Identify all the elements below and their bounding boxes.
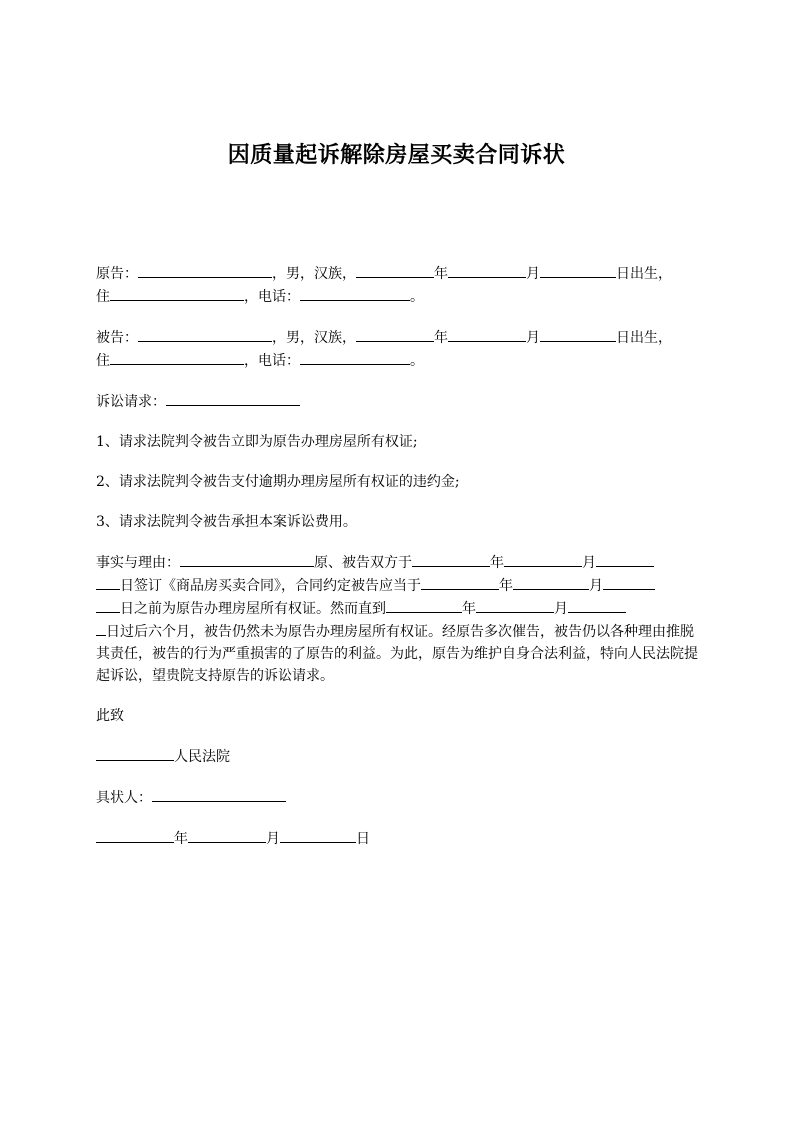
defendant-end: 。 (410, 353, 424, 369)
defendant-name-blank[interactable] (138, 326, 272, 342)
until-month-label: 月 (554, 601, 568, 617)
document-title: 因质量起诉解除房屋买卖合同诉状 (227, 143, 566, 168)
plaintiff-name-blank[interactable] (138, 262, 272, 278)
defendant-born-label: 日出生， (616, 330, 672, 346)
due-year-blank[interactable] (421, 574, 499, 590)
plaintiff-paragraph (96, 262, 700, 308)
document-body (96, 262, 700, 868)
date-month-label: 月 (266, 831, 280, 847)
signer-line (96, 786, 700, 809)
defendant-address-blank[interactable] (110, 349, 244, 365)
facts-text-4: 日过后六个月，被告仍然未为原告办理房屋所有权证。经原告多次催告，被告仍以各种理由推脱其责任，被告的行为严重损害的了原告的利益。为此，原告为维护自身合法利益，特向人民法院提起诉讼，望贵院支持原告的诉讼请求。 (96, 624, 698, 684)
defendant-year-label: 年 (434, 330, 448, 346)
until-day-blank[interactable] (568, 597, 626, 613)
date-line (96, 827, 700, 850)
plaintiff-address-blank[interactable] (110, 285, 244, 301)
due-month-blank[interactable] (513, 574, 589, 590)
defendant-phone-blank[interactable] (300, 349, 410, 365)
defendant-month-blank[interactable] (448, 326, 526, 342)
sign-month-label: 月 (582, 555, 596, 571)
defendant-gender-text: ，男，汉族， (272, 330, 356, 346)
defendant-paragraph (96, 326, 700, 372)
facts-text-3: 日之前为原告办理房屋所有权证。然而直到 (120, 601, 386, 617)
date-day-blank[interactable] (280, 827, 356, 843)
sign-year-blank[interactable] (412, 551, 490, 567)
claim-item: 2、请求法院判令被告支付逾期办理房屋所有权证的违约金; (96, 474, 460, 490)
plaintiff-day-blank[interactable] (540, 262, 616, 278)
until-year-label: 年 (462, 601, 476, 617)
date-month-blank[interactable] (188, 827, 266, 843)
date-year-label: 年 (174, 831, 188, 847)
facts-paragraph (96, 551, 700, 687)
facts-label: 事实与理由： (96, 555, 180, 571)
sign-month-blank[interactable] (504, 551, 582, 567)
closing-text: 此致 (96, 708, 124, 724)
sign-year-label: 年 (490, 555, 504, 571)
facts-text-1: 原、被告双方于 (314, 555, 412, 571)
plaintiff-year-blank[interactable] (356, 262, 434, 278)
facts-text-2: 日签订《商品房买卖合同》，合同约定被告应当于 (120, 578, 421, 594)
sign-day-blank-cont[interactable] (96, 574, 120, 590)
claim-item: 1、请求法院判令被告立即为原告办理房屋所有权证; (96, 434, 418, 450)
due-day-blank-cont[interactable] (96, 597, 120, 613)
due-day-blank[interactable] (603, 574, 655, 590)
claim-item: 3、请求法院判令被告承担本案诉讼费用。 (96, 514, 357, 530)
plaintiff-year-label: 年 (434, 266, 448, 282)
plaintiff-month-label: 月 (526, 266, 540, 282)
plaintiff-born-label: 日出生， (616, 266, 672, 282)
date-day-label: 日 (356, 831, 370, 847)
until-year-blank[interactable] (386, 597, 462, 613)
signer-label: 具状人： (96, 790, 152, 806)
plaintiff-month-blank[interactable] (448, 262, 526, 278)
until-month-blank[interactable] (476, 597, 554, 613)
plaintiff-phone-blank[interactable] (300, 285, 410, 301)
plaintiff-phone-label: ，电话： (244, 289, 300, 305)
claims-label: 诉讼请求： (96, 394, 166, 410)
due-year-label: 年 (499, 578, 513, 594)
due-month-label: 月 (589, 578, 603, 594)
court-line (96, 745, 700, 768)
defendant-day-blank[interactable] (540, 326, 616, 342)
signer-blank[interactable] (152, 786, 286, 802)
defendant-address-label: 住 (96, 353, 110, 369)
court-name-blank[interactable] (96, 745, 174, 761)
until-day-blank-cont[interactable] (96, 620, 106, 636)
sign-day-blank[interactable] (596, 551, 654, 567)
claims-heading (96, 390, 700, 413)
claims-blank[interactable] (166, 390, 300, 406)
defendant-phone-label: ，电话： (244, 353, 300, 369)
date-year-blank[interactable] (96, 827, 174, 843)
defendant-year-blank[interactable] (356, 326, 434, 342)
defendant-label: 被告： (96, 330, 138, 346)
defendant-month-label: 月 (526, 330, 540, 346)
court-label: 人民法院 (174, 749, 230, 765)
plaintiff-end: 。 (410, 289, 424, 305)
plaintiff-label: 原告： (96, 266, 138, 282)
plaintiff-address-label: 住 (96, 289, 110, 305)
facts-blank[interactable] (180, 551, 314, 567)
plaintiff-gender-text: ，男，汉族， (272, 266, 356, 282)
